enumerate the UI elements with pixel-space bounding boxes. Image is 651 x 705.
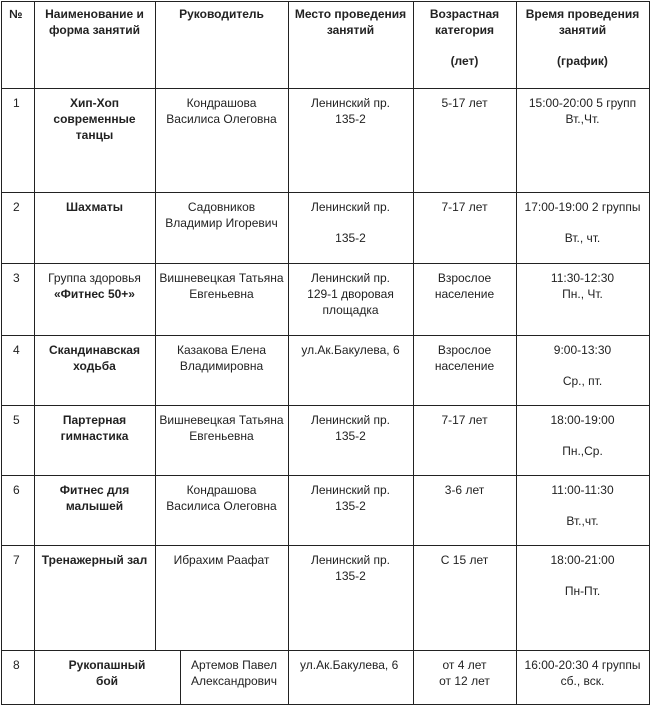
header-age-line: Возрастная [429, 7, 500, 21]
row-age-line: население [434, 359, 495, 373]
row-time [516, 412, 649, 459]
row-age [413, 342, 516, 374]
row-name-line: Партерная [62, 413, 127, 427]
table-hline [1, 263, 650, 264]
row-place-line: 135-2 [335, 429, 366, 443]
row-num: 8 [13, 658, 20, 672]
row-place-line: ул.Ак.Бакулева, 6 [300, 658, 399, 672]
row-place [288, 199, 413, 246]
row-time-line: 15:00-20:00 5 групп [528, 96, 637, 110]
row-name-line: Хип-Хоп [69, 96, 120, 110]
row-name-line: малышей [65, 499, 124, 513]
row-leader-line: Кондрашова [186, 96, 257, 110]
row-time-line: Вт.,Чт. [565, 112, 600, 126]
row-age [413, 412, 516, 428]
header-time-line: (график) [557, 54, 608, 68]
row-place [288, 95, 413, 127]
row-name [34, 412, 155, 444]
row-name-line: современные [53, 112, 136, 126]
row-place-line: Ленинский пр. [310, 553, 390, 567]
row-leader [155, 482, 288, 514]
row-leader [155, 270, 288, 302]
row-age-line: население [434, 287, 495, 301]
row-time [516, 199, 649, 246]
table-vline [1, 1, 2, 651]
header-age-line: категория [434, 23, 495, 37]
row-place [288, 552, 413, 584]
row-time [516, 657, 649, 689]
row-num: 3 [13, 271, 20, 285]
table-hline [1, 88, 650, 89]
row-name-line: Шахматы [66, 200, 123, 214]
row-place-line: Ленинский пр. [310, 200, 390, 214]
row-place-line: Ленинский пр. [310, 96, 390, 110]
header-age [413, 6, 516, 69]
row-leader-line: Кондрашова [186, 483, 257, 497]
row-name-line: бой [95, 674, 119, 688]
row-num: 6 [13, 483, 20, 497]
table-hline [1, 405, 650, 406]
row-age [413, 657, 516, 689]
row-num: 7 [13, 553, 20, 567]
row-time-line: 17:00-19:00 2 группы [524, 200, 641, 214]
row-age-line: 3-6 лет [444, 483, 485, 497]
table-hline [1, 650, 650, 651]
row-num: 4 [13, 343, 20, 357]
header-name-line: форма занятий [49, 23, 140, 37]
row-name-line: «Фитнес 50+» [54, 287, 135, 301]
row-leader [155, 412, 288, 444]
row-name [34, 657, 180, 689]
header-name [34, 6, 155, 38]
header-place-line: Место проведения [294, 7, 407, 21]
row-name [34, 552, 155, 568]
row-time-line: 11:30-12:30 [550, 271, 615, 285]
row-name-line: Рукопашный [68, 658, 146, 672]
row-place [288, 482, 413, 514]
row-age-line: 7-17 лет [441, 200, 488, 214]
row-age [413, 552, 516, 568]
row-leader [155, 95, 288, 127]
row-leader-line: Вишневецкая Татьяна [159, 413, 284, 427]
row-age [413, 95, 516, 111]
row-time [516, 270, 649, 302]
row-time-line: Пн., Чт. [562, 287, 603, 301]
row-name [34, 95, 155, 143]
row-place-line: 129-1 дворовая [307, 287, 394, 301]
row-name [34, 342, 155, 374]
row-time [516, 552, 649, 599]
row-leader-line: Александрович [190, 674, 278, 688]
header-num: № [9, 7, 23, 21]
row-time-line: Пн.,Ср. [562, 444, 603, 458]
table-vline [649, 1, 650, 651]
row-leader-line: Владимировна [179, 359, 264, 373]
row-leader-line: Евгеньевна [189, 287, 254, 301]
row-place-line: Ленинский пр. [310, 413, 390, 427]
row-name [34, 199, 155, 215]
row-leader [155, 199, 288, 231]
row-leader-line: Артемов Павел [191, 658, 277, 672]
row-place-line: Ленинский пр. [310, 271, 390, 285]
row-name-line: ходьба [73, 359, 116, 373]
row-place [288, 342, 413, 358]
row-name-line: Скандинавская [49, 343, 140, 357]
row-name [34, 270, 155, 302]
row-name-line: Группа здоровья [48, 271, 141, 285]
row-time-line: 9:00-13:30 [553, 343, 612, 357]
row-time-line: Вт.,чт. [566, 514, 599, 528]
header-time [516, 6, 649, 69]
row-time [516, 482, 649, 529]
row-time [516, 342, 649, 389]
row-leader-line: Садовников [187, 200, 256, 214]
table-vline [649, 650, 650, 705]
header-time-line: Время проведения [525, 7, 640, 21]
header-place-line: занятий [326, 23, 375, 37]
row-leader-line: Владимир Игоревич [165, 216, 278, 230]
row-leader-line: Евгеньевна [189, 429, 254, 443]
row-place [288, 657, 413, 673]
row-place-line: 135-2 [335, 499, 366, 513]
row-name-line: Тренажерный зал [41, 553, 148, 567]
row-leader-line: Василиса Олеговна [166, 112, 277, 126]
row-age-line: 7-17 лет [441, 413, 488, 427]
row-place [288, 270, 413, 318]
header-leader: Руководитель [179, 7, 264, 21]
row-place-line: Ленинский пр. [310, 483, 390, 497]
table-hline [1, 545, 650, 546]
row-num: 5 [13, 413, 20, 427]
row-leader [155, 342, 288, 374]
row-age [413, 482, 516, 498]
row-place [288, 412, 413, 444]
row-leader-line: Василиса Олеговна [166, 499, 277, 513]
row-place-line: площадка [322, 303, 379, 317]
row-num: 2 [13, 200, 20, 214]
table-hline [1, 1, 650, 2]
row-time-line: 18:00-21:00 [550, 553, 615, 567]
row-time-line: Пн-Пт. [564, 584, 601, 598]
table-hline [1, 335, 650, 336]
row-age-line: Взрослое [437, 343, 492, 357]
row-num: 1 [13, 96, 20, 110]
row-age-line: от 12 лет [439, 674, 490, 688]
row-place-line: ул.Ак.Бакулева, 6 [301, 343, 400, 357]
header-age-line: (лет) [450, 54, 479, 68]
row-name-line: танцы [75, 128, 114, 142]
row-age-line: 5-17 лет [441, 96, 488, 110]
row-leader [180, 657, 288, 689]
row-time-line: 11:00-11:30 [551, 483, 614, 497]
row-time-line: 16:00-20:30 4 группы [524, 658, 641, 672]
row-time-line: Вт., чт. [564, 231, 601, 245]
row-time-line: Ср., пт. [562, 374, 603, 388]
table-hline [1, 192, 650, 193]
table-hline [1, 475, 650, 476]
row-age-line: Взрослое [437, 271, 492, 285]
row-leader-line: Вишневецкая Татьяна [159, 271, 284, 285]
header-name-line: Наименование и [45, 7, 144, 21]
row-time-line: 18:00-19:00 [550, 413, 615, 427]
row-place-line: 135-2 [335, 231, 366, 245]
row-name-line: Фитнес для [59, 483, 130, 497]
row-age [413, 270, 516, 302]
header-place [288, 6, 413, 38]
row-name-line: гимнастика [60, 429, 129, 443]
row-place-line: 135-2 [335, 569, 366, 583]
row-leader [155, 552, 288, 568]
header-time-line: занятий [558, 23, 607, 37]
row-name [34, 482, 155, 514]
row-time-line: сб., вск. [560, 674, 605, 688]
row-leader-line: Ибрахим Раафат [173, 553, 270, 567]
row-place-line: 135-2 [335, 112, 366, 126]
row-leader-line: Казакова Елена [177, 343, 266, 357]
table-vline [1, 650, 2, 705]
row-age-line: от 4 лет [442, 658, 487, 672]
row-age [413, 199, 516, 215]
row-time [516, 95, 649, 127]
row-age-line: С 15 лет [440, 553, 489, 567]
